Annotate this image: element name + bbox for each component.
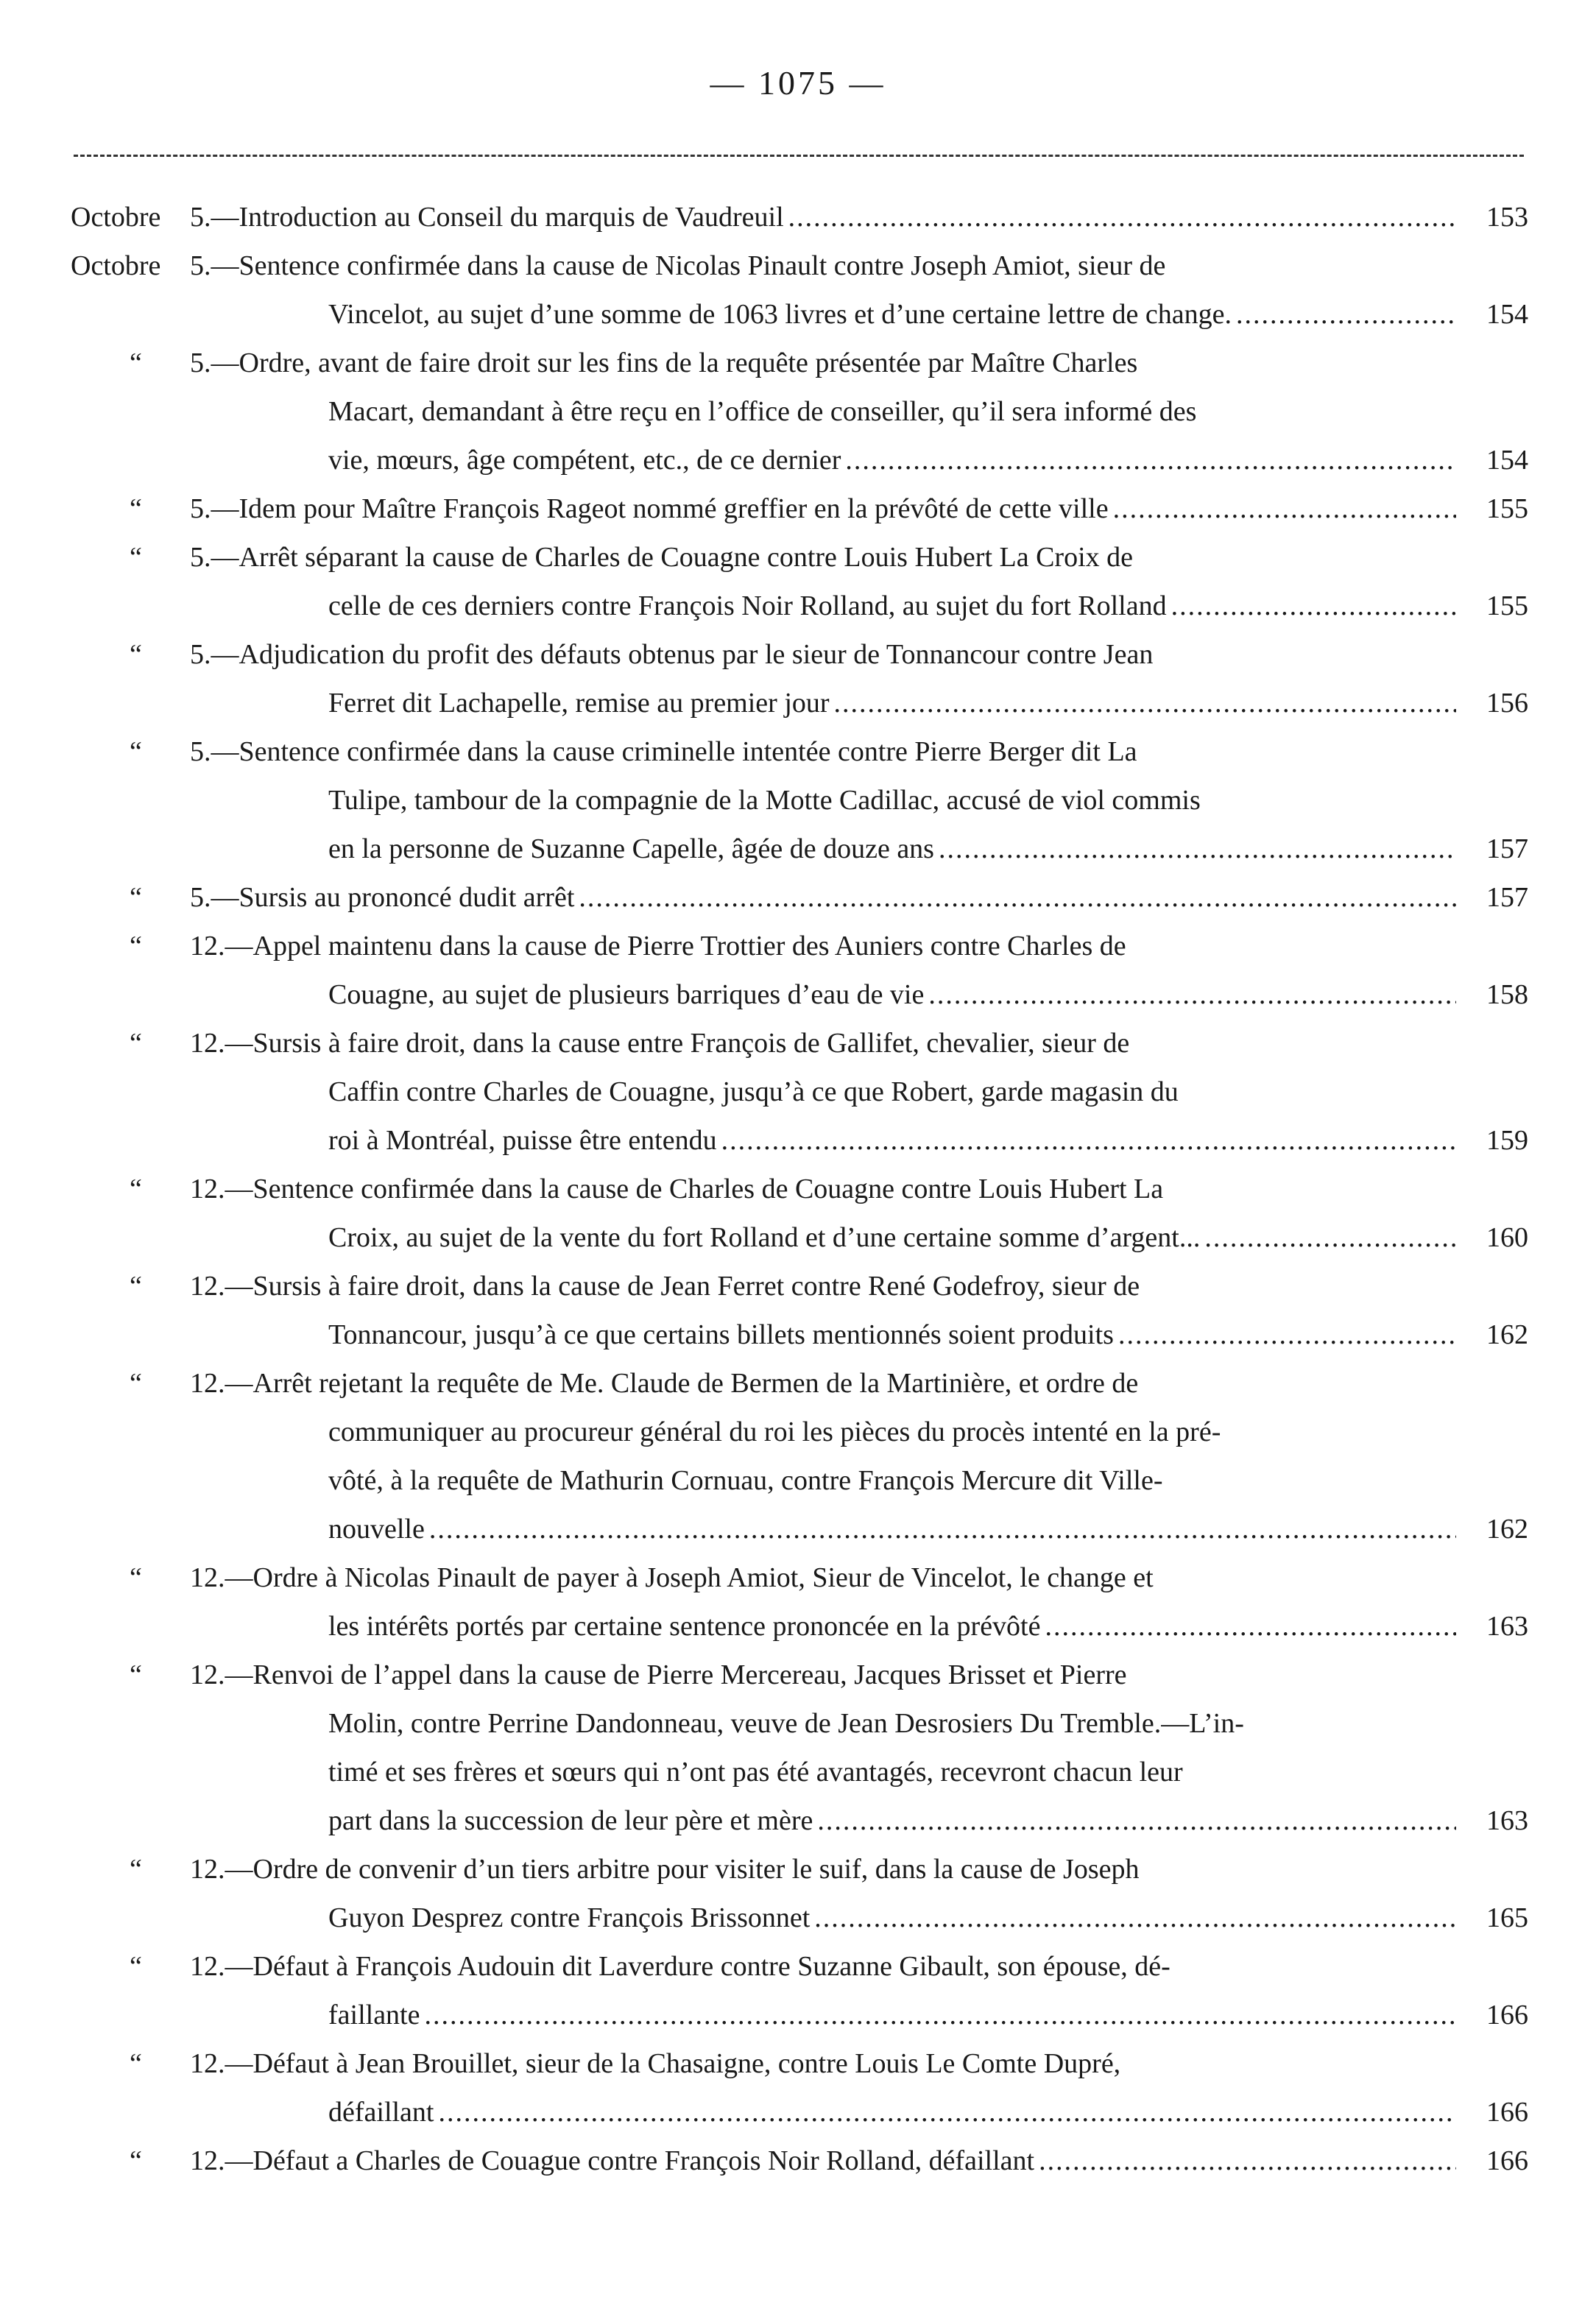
list-item: [0, 630, 1596, 727]
entry-month: “: [130, 931, 142, 962]
entry-page-number: 155: [1486, 493, 1528, 524]
entry-month: “: [130, 1854, 142, 1885]
entry-text-line: [328, 1991, 1456, 2039]
dot-leader: [579, 873, 1456, 922]
entry-page-number: 159: [1486, 1125, 1528, 1156]
entry-text-line: [328, 2088, 1456, 2137]
entry-text-line: 12.—Ordre à Nicolas Pinault de payer à Joseph Amiot, Sieur de Vincelot, le change et: [190, 1562, 1154, 1593]
entry-text-line: [328, 825, 1456, 873]
list-item: [0, 1553, 1596, 1651]
entry-month: “: [130, 1271, 142, 1302]
dot-leader: [845, 436, 1456, 484]
dot-leader: [788, 193, 1456, 241]
entry-month: “: [130, 2048, 142, 2079]
entry-text: faillante: [328, 2000, 420, 2030]
entry-text-line: [328, 582, 1456, 630]
entry-text: Ferret dit Lachapelle, remise au premier jour: [328, 688, 830, 719]
entry-text-line: 12.—Défaut à François Audouin dit Laverdure contre Suzanne Gibault, son épouse, dé-: [190, 1951, 1170, 1982]
entry-text-line: Tulipe, tambour de la compagnie de la Motte Cadillac, accusé de viol commis: [328, 785, 1201, 816]
entry-month: “: [130, 736, 142, 767]
entry-text-line: communiquer au procureur général du roi les pièces du procès intenté en la pré-: [328, 1416, 1221, 1447]
entry-page-number: 166: [1486, 2000, 1528, 2030]
entry-text: part dans la succession de leur père et mère: [328, 1805, 813, 1836]
entry-page-number: 163: [1486, 1805, 1528, 1836]
dot-leader: [1039, 2137, 1456, 2185]
entry-text-line: Molin, contre Perrine Dandonneau, veuve de Jean Desrosiers Du Tremble.—L’in-: [328, 1708, 1244, 1739]
entry-page-number: 158: [1486, 979, 1528, 1010]
list-item: [0, 2137, 1596, 2185]
entry-text-line: [190, 484, 1456, 533]
dot-leader: [1236, 290, 1456, 339]
entry-text-line: [328, 290, 1456, 339]
entry-text: les intérêts portés par certaine sentence prononcée en la prévôté: [328, 1611, 1041, 1642]
entry-page-number: 157: [1486, 833, 1528, 864]
entry-text: Couagne, au sujet de plusieurs barriques d’eau de vie: [328, 979, 925, 1010]
page-number-header: — 1075 —: [710, 64, 886, 102]
entry-page-number: 154: [1486, 299, 1528, 330]
entry-text-line: timé et ses frères et sœurs qui n’ont pas été avantagés, recevront chacun leur: [328, 1757, 1183, 1788]
entry-text-line: [190, 193, 1456, 241]
list-item: [0, 241, 1596, 339]
entry-page-number: 165: [1486, 1902, 1528, 1933]
entry-text-line: 12.—Sursis à faire droit, dans la cause de Jean Ferret contre René Godefroy, sieur de: [190, 1271, 1140, 1302]
entry-month: “: [130, 1562, 142, 1593]
entry-month: “: [130, 1368, 142, 1399]
entry-month: “: [130, 2145, 142, 2176]
entry-month: “: [130, 882, 142, 913]
entry-text: roi à Montréal, puisse être entendu: [328, 1125, 717, 1156]
dot-leader: [438, 2088, 1456, 2137]
entry-text-line: Macart, demandant à être reçu en l’office de conseiller, qu’il sera informé des: [328, 396, 1197, 427]
entry-text-line: 5.—Adjudication du profit des défauts obtenus par le sieur de Tonnancour contre Jean: [190, 639, 1154, 670]
entry-month: “: [130, 1028, 142, 1059]
entry-month: Octobre: [71, 202, 161, 233]
entry-text-line: [328, 1796, 1456, 1845]
entry-month: “: [130, 347, 142, 378]
list-item: [0, 1165, 1596, 1262]
entry-month: “: [130, 542, 142, 573]
entry-text: Croix, au sujet de la vente du fort Rolland et d’une certaine somme d’argent...: [328, 1222, 1201, 1253]
list-item: [0, 339, 1596, 484]
entry-month: Octobre: [71, 250, 161, 281]
dot-leader: [424, 1991, 1456, 2039]
entry-text-line: Caffin contre Charles de Couagne, jusqu’à ce que Robert, garde magasin du: [328, 1076, 1179, 1107]
list-item: [0, 2039, 1596, 2137]
dot-leader: [814, 1894, 1456, 1942]
dot-leader: [1171, 582, 1456, 630]
list-item: [0, 484, 1596, 533]
entry-text: en la personne de Suzanne Capelle, âgée de douze ans: [328, 833, 934, 864]
dot-leader: [429, 1505, 1456, 1553]
entry-page-number: 154: [1486, 445, 1528, 476]
list-item: [0, 922, 1596, 1019]
list-item: [0, 193, 1596, 241]
list-item: [0, 1359, 1596, 1553]
dot-leader: [1118, 1310, 1456, 1359]
entry-text-line: 5.—Sentence confirmée dans la cause criminelle intentée contre Pierre Berger dit La: [190, 736, 1137, 767]
entry-text-line: 12.—Appel maintenu dans la cause de Pierre Trottier des Auniers contre Charles de: [190, 931, 1126, 962]
entry-page-number: 160: [1486, 1222, 1528, 1253]
entry-page-number: 156: [1486, 688, 1528, 719]
table-of-contents: [0, 193, 1596, 2185]
entry-text-line: 12.—Arrêt rejetant la requête de Me. Claude de Bermen de la Martinière, et ordre de: [190, 1368, 1139, 1399]
entry-text: Guyon Desprez contre François Brissonnet: [328, 1902, 811, 1933]
entry-text-line: [328, 1116, 1456, 1165]
entry-text-line: 12.—Ordre de convenir d’un tiers arbitre pour visiter le suif, dans la cause de Joseph: [190, 1854, 1140, 1885]
entry-text: Vincelot, au sujet d’une somme de 1063 livres et d’une certaine lettre de change.: [328, 299, 1232, 330]
list-item: [0, 1019, 1596, 1165]
entry-text: nouvelle: [328, 1514, 425, 1545]
entry-page-number: 157: [1486, 882, 1528, 913]
entry-text-line: [328, 1310, 1456, 1359]
entry-text-line: 5.—Ordre, avant de faire droit sur les fins de la requête présentée par Maître Charles: [190, 347, 1138, 378]
dot-leader: [1204, 1213, 1456, 1262]
entry-page-number: 166: [1486, 2097, 1528, 2128]
dot-leader: [1113, 484, 1456, 533]
entry-page-number: 166: [1486, 2145, 1528, 2176]
list-item: [0, 1942, 1596, 2039]
entry-text-line: vôté, à la requête de Mathurin Cornuau, contre François Mercure dit Ville-: [328, 1465, 1163, 1496]
dot-leader: [1045, 1602, 1456, 1651]
entry-text: vie, mœurs, âge compétent, etc., de ce dernier: [328, 445, 841, 476]
entry-text-line: [328, 436, 1456, 484]
entry-text-line: [328, 1894, 1456, 1942]
entry-text: 12.—Défaut a Charles de Couague contre François Noir Rolland, défaillant: [190, 2145, 1035, 2176]
header-divider: [74, 155, 1524, 157]
list-item: [0, 727, 1596, 873]
entry-page-number: 162: [1486, 1514, 1528, 1545]
entry-text-line: [328, 1505, 1456, 1553]
entry-month: “: [130, 1174, 142, 1204]
entry-month: “: [130, 493, 142, 524]
list-item: [0, 1651, 1596, 1845]
entry-text-line: 5.—Sentence confirmée dans la cause de Nicolas Pinault contre Joseph Amiot, sieur de: [190, 250, 1166, 281]
entry-text: 5.—Introduction au Conseil du marquis de Vaudreuil: [190, 202, 784, 233]
entry-month: “: [130, 1659, 142, 1690]
entry-text-line: 12.—Défaut à Jean Brouillet, sieur de la Chasaigne, contre Louis Le Comte Dupré,: [190, 2048, 1121, 2079]
entry-month: “: [130, 639, 142, 670]
entry-page-number: 153: [1486, 202, 1528, 233]
dot-leader: [928, 970, 1456, 1019]
dot-leader: [721, 1116, 1456, 1165]
entry-text-line: [328, 970, 1456, 1019]
entry-text-line: [190, 873, 1456, 922]
list-item: [0, 873, 1596, 922]
entry-text: défaillant: [328, 2097, 434, 2128]
entry-page-number: 155: [1486, 590, 1528, 621]
entry-page-number: 162: [1486, 1319, 1528, 1350]
entry-text: Tonnancour, jusqu’à ce que certains billets mentionnés soient produits: [328, 1319, 1114, 1350]
dot-leader: [939, 825, 1456, 873]
entry-page-number: 163: [1486, 1611, 1528, 1642]
entry-text-line: [190, 2137, 1456, 2185]
entry-month: “: [130, 1951, 142, 1982]
list-item: [0, 1845, 1596, 1942]
list-item: [0, 533, 1596, 630]
entry-text-line: [328, 679, 1456, 727]
dot-leader: [817, 1796, 1456, 1845]
entry-text-line: [328, 1602, 1456, 1651]
dot-leader: [834, 679, 1456, 727]
list-item: [0, 1262, 1596, 1359]
entry-text: celle de ces derniers contre François Noir Rolland, au sujet du fort Rolland: [328, 590, 1167, 621]
entry-text: 5.—Sursis au prononcé dudit arrêt: [190, 882, 575, 913]
entry-text: 5.—Idem pour Maître François Rageot nommé greffier en la prévôté de cette ville: [190, 493, 1109, 524]
entry-text-line: 12.—Renvoi de l’appel dans la cause de Pierre Mercereau, Jacques Brisset et Pierre: [190, 1659, 1127, 1690]
entry-text-line: 12.—Sursis à faire droit, dans la cause entre François de Gallifet, chevalier, sieur de: [190, 1028, 1130, 1059]
entry-text-line: [328, 1213, 1456, 1262]
entry-text-line: 12.—Sentence confirmée dans la cause de Charles de Couagne contre Louis Hubert La: [190, 1174, 1164, 1204]
entry-text-line: 5.—Arrêt séparant la cause de Charles de Couagne contre Louis Hubert La Croix de: [190, 542, 1133, 573]
